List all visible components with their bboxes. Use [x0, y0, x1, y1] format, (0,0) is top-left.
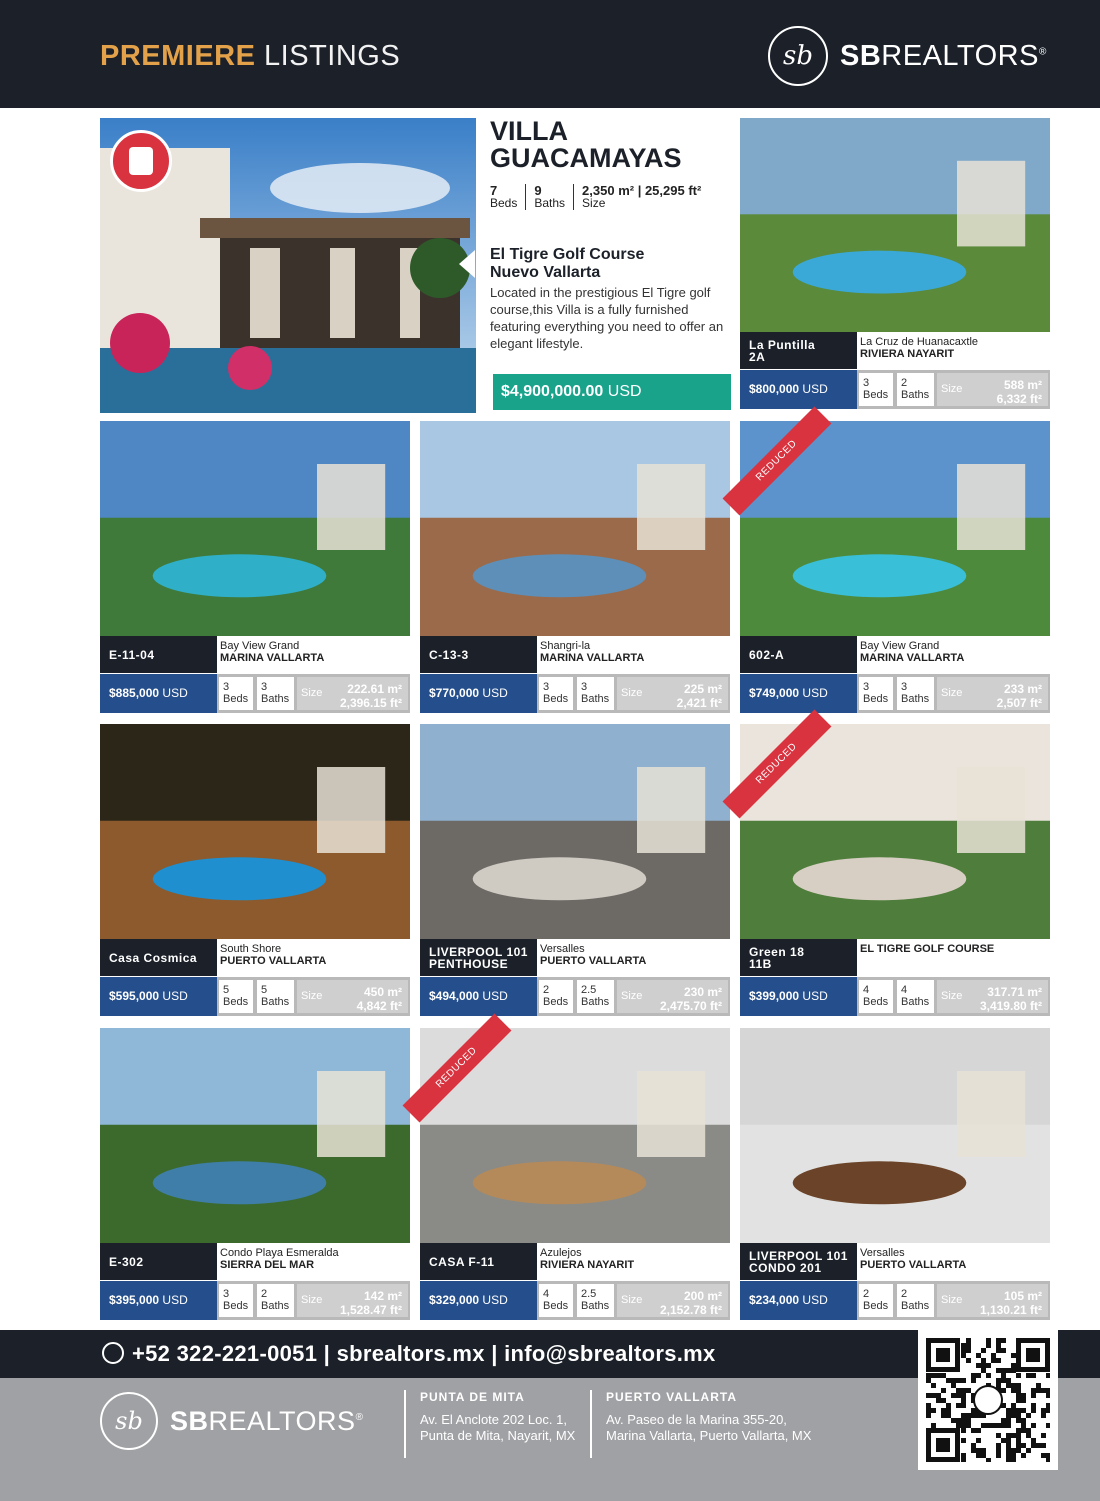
listing-price: $399,000 USD: [740, 977, 857, 1016]
listing-info: [740, 939, 1050, 1016]
listing-specs: [537, 977, 730, 1016]
listing-specs: [217, 1281, 410, 1320]
listing-specs: [217, 674, 410, 713]
brand-logo: sb SBREALTORS®: [768, 26, 1047, 86]
listing-specs: [217, 977, 410, 1016]
beds-count: 4 Beds: [539, 1284, 573, 1317]
beds-count: 3 Beds: [219, 1284, 253, 1317]
listing-ref: La Puntilla 2A: [740, 332, 857, 369]
phone-number[interactable]: +52 322-221-0051: [132, 1341, 318, 1366]
size-box: Size 450 m² 4,842 ft²: [297, 980, 408, 1013]
beds-count: 2 Beds: [859, 1284, 893, 1317]
whatsapp-icon: [102, 1342, 124, 1364]
listing-location: Shangri-la MARINA VALLARTA: [537, 636, 730, 673]
listing-price: $770,000 USD: [420, 674, 537, 713]
contact-bar: +52 322-221-0051 | sbrealtors.mx | info@sbrealtors.mx: [0, 1330, 1100, 1378]
office-punta-de-mita: PUNTA DE MITA Av. El Anclote 202 Loc. 1, Punta de Mita, Nayarit, MX: [404, 1390, 575, 1458]
listing-info: [100, 1243, 410, 1320]
listing-price: $749,000 USD: [740, 674, 857, 713]
size-box: Size 230 m² 2,475.70 ft²: [617, 980, 728, 1013]
listing-info: [420, 1243, 730, 1320]
size-box: Size 222.61 m² 2,396.15 ft²: [297, 677, 408, 710]
listing-specs: [537, 1281, 730, 1320]
qr-pattern-icon: [926, 1338, 1050, 1462]
featured-price: $4,900,000.00 USD: [493, 374, 731, 410]
listing-photo[interactable]: [100, 1028, 410, 1243]
listing-ref: LIVERPOOL 101 CONDO 201: [740, 1243, 857, 1280]
featured-name: VILLA GUACAMAYAS: [490, 116, 682, 173]
sb-monogram-icon: sb: [768, 26, 828, 86]
size-box: Size 105 m² 1,130.21 ft²: [937, 1284, 1048, 1317]
footer-brand-logo: sb SBREALTORS®: [100, 1392, 363, 1450]
beds-count: 3 Beds: [859, 677, 893, 710]
featured-listing: [490, 118, 734, 413]
listing-specs: [857, 674, 1050, 713]
listing-photo[interactable]: [740, 118, 1050, 332]
listing-ref: CASA F-11: [420, 1243, 537, 1280]
virtual-tour-badge[interactable]: [110, 130, 172, 192]
beds-count: 3 Beds: [859, 373, 893, 406]
listing-ref: 602-A: [740, 636, 857, 673]
listing-price: $595,000 USD: [100, 977, 217, 1016]
listing-ref: E-302: [100, 1243, 217, 1280]
listing-specs: [857, 977, 1050, 1016]
listing-location: Azulejos RIVIERA NAYARIT: [537, 1243, 730, 1280]
office-puerto-vallarta: PUERTO VALLARTA Av. Paseo de la Marina 355-20, Marina Vallarta, Puerto Vallarta, MX: [590, 1390, 811, 1458]
person-icon: [129, 147, 153, 175]
baths-count: 2 Baths: [257, 1284, 294, 1317]
listing-info: [420, 636, 730, 713]
size-box: Size 588 m² 6,332 ft²: [937, 373, 1048, 406]
listing-ref: Casa Cosmica: [100, 939, 217, 976]
listing-photo[interactable]: [420, 724, 730, 939]
listing-specs: [857, 1281, 1050, 1320]
listing-price: $329,000 USD: [420, 1281, 537, 1320]
size-box: Size 317.71 m² 3,419.80 ft²: [937, 980, 1048, 1013]
reduced-ribbon: REDUCED: [403, 1014, 512, 1123]
baths-count: 3 Baths: [577, 677, 614, 710]
listing-location: Bay View Grand MARINA VALLARTA: [217, 636, 410, 673]
featured-photo: [100, 118, 476, 413]
listing-photo[interactable]: [100, 724, 410, 939]
baths-count: 4 Baths: [897, 980, 934, 1013]
beds-count: 2 Beds: [539, 980, 573, 1013]
listing-photo[interactable]: [420, 421, 730, 636]
listing-ref: Green 18 11B: [740, 939, 857, 976]
baths-count: 2.5 Baths: [577, 1284, 614, 1317]
beds-count: 5 Beds: [219, 980, 253, 1013]
website-link[interactable]: sbrealtors.mx: [336, 1341, 485, 1366]
page-title: PREMIERE LISTINGS: [100, 40, 401, 72]
listing-location: Versalles PUERTO VALLARTA: [537, 939, 730, 976]
listing-photo[interactable]: [100, 421, 410, 636]
listing-price: $494,000 USD: [420, 977, 537, 1016]
qr-code[interactable]: [918, 1330, 1058, 1470]
baths-count: 2 Baths: [897, 373, 934, 406]
listing-specs: [537, 674, 730, 713]
listing-info: [100, 636, 410, 713]
size-box: Size 225 m² 2,421 ft²: [617, 677, 728, 710]
listing-price: $800,000 USD: [740, 370, 857, 409]
beds-count: 3 Beds: [219, 677, 253, 710]
beds-count: 4 Beds: [859, 980, 893, 1013]
page-header: [0, 0, 1100, 108]
listing-info: [740, 332, 1050, 409]
listing-location: Condo Playa Esmeralda SIERRA DEL MAR: [217, 1243, 410, 1280]
sb-monogram-icon: sb: [100, 1392, 158, 1450]
listing-location: La Cruz de Huanacaxtle RIVIERA NAYARIT: [857, 332, 1050, 369]
size-box: Size 200 m² 2,152.78 ft²: [617, 1284, 728, 1317]
listing-price: $885,000 USD: [100, 674, 217, 713]
baths-count: 2 Baths: [897, 1284, 934, 1317]
baths-count: 3 Baths: [257, 677, 294, 710]
featured-stats: 7 Beds 9 Baths 2,350 m² | 25,295 ft² Size: [490, 183, 702, 210]
listing-info: [100, 939, 410, 1016]
listing-ref: LIVERPOOL 101 PENTHOUSE: [420, 939, 537, 976]
listing-photo[interactable]: [740, 1028, 1050, 1243]
listing-price: $234,000 USD: [740, 1281, 857, 1320]
listing-info: [740, 636, 1050, 713]
listing-specs: [857, 370, 1050, 409]
size-box: Size 142 m² 1,528.47 ft²: [297, 1284, 408, 1317]
baths-count: 5 Baths: [257, 980, 294, 1013]
featured-location: El Tigre Golf Course Nuevo Vallarta: [490, 246, 645, 281]
listing-location: EL TIGRE GOLF COURSE: [857, 939, 1050, 976]
listing-price: $395,000 USD: [100, 1281, 217, 1320]
listing-location: Bay View Grand MARINA VALLARTA: [857, 636, 1050, 673]
reduced-ribbon: REDUCED: [723, 407, 832, 516]
beds-count: 3 Beds: [539, 677, 573, 710]
baths-count: 3 Baths: [897, 677, 934, 710]
size-box: Size 233 m² 2,507 ft²: [937, 677, 1048, 710]
listing-ref: E-11-04: [100, 636, 217, 673]
baths-count: 2.5 Baths: [577, 980, 614, 1013]
pointer-arrow: [459, 250, 475, 278]
featured-description: Located in the prestigious El Tigre golf course,this Villa is a fully furnished featuring everything you need to offer an elegant lifestyle.: [490, 285, 724, 351]
listing-info: [420, 939, 730, 1016]
listing-location: Versalles PUERTO VALLARTA: [857, 1243, 1050, 1280]
listing-info: [740, 1243, 1050, 1320]
listing-ref: C-13-3: [420, 636, 537, 673]
listing-location: South Shore PUERTO VALLARTA: [217, 939, 410, 976]
email-link[interactable]: info@sbrealtors.mx: [504, 1341, 716, 1366]
reduced-ribbon: REDUCED: [723, 710, 832, 819]
